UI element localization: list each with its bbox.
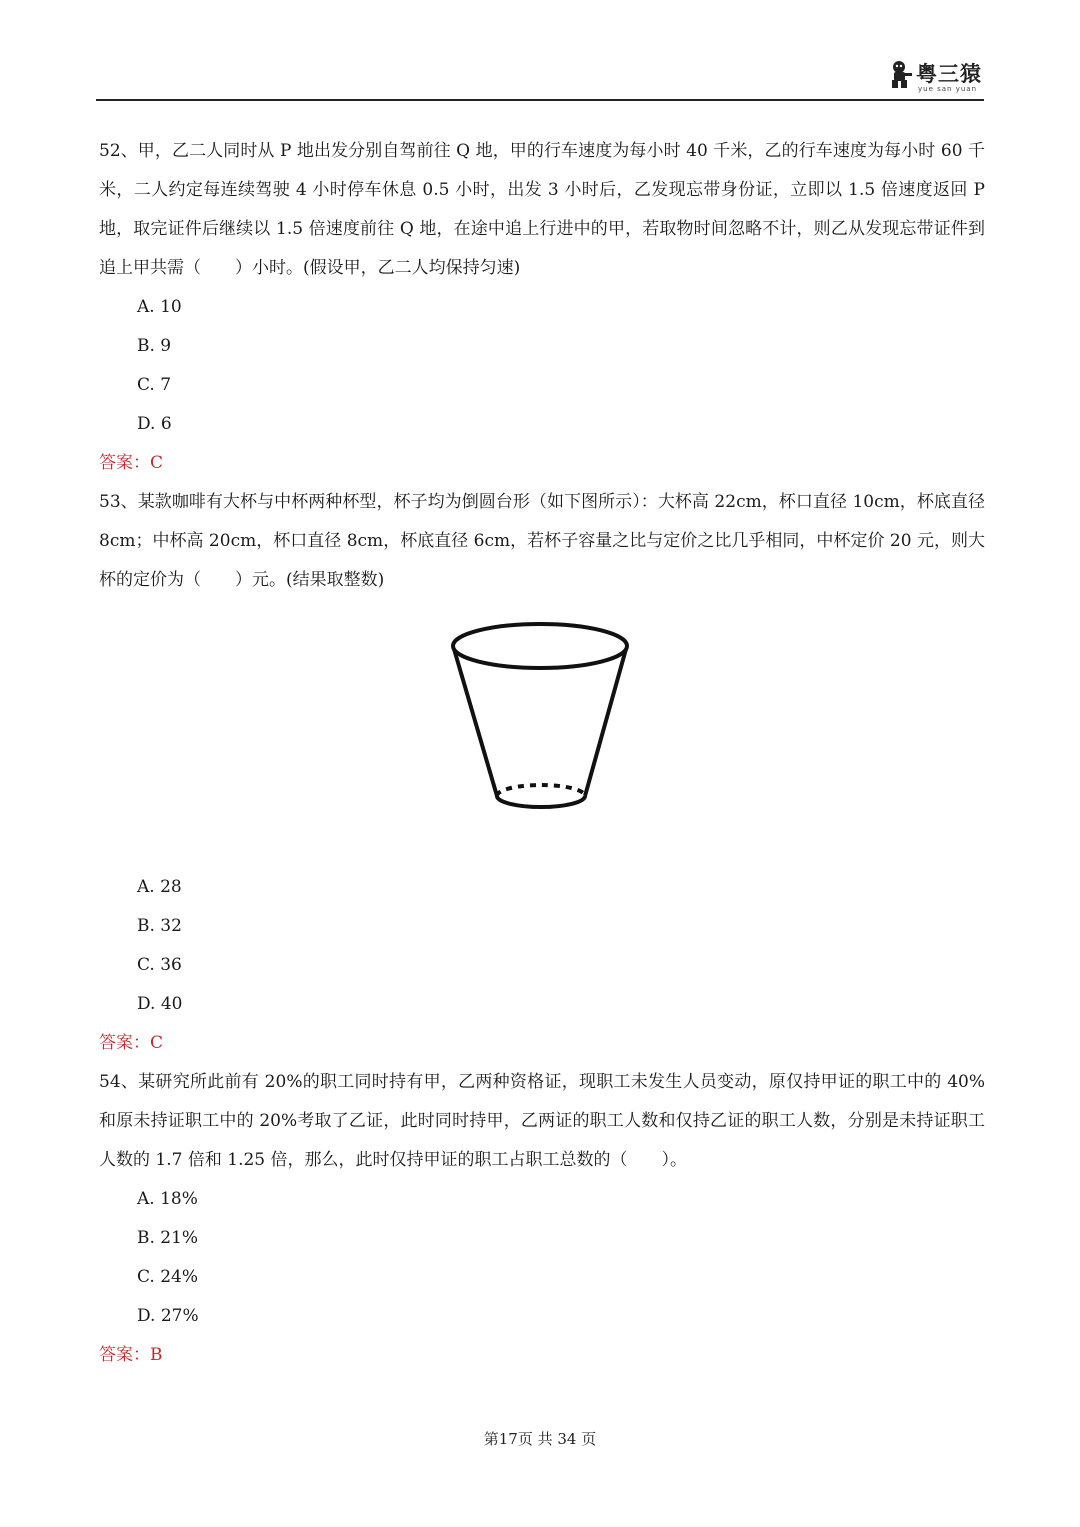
page-number: 第17页 共 34 页 bbox=[483, 1430, 597, 1448]
option-b: B. 9 bbox=[137, 336, 172, 356]
option-b: B. 21% bbox=[137, 1228, 199, 1248]
header-divider bbox=[96, 99, 984, 101]
option-d: D. 40 bbox=[137, 994, 183, 1014]
option-b: B. 32 bbox=[137, 916, 182, 936]
monkey-logo-icon bbox=[888, 60, 914, 90]
answer: 答案：C bbox=[99, 1033, 164, 1053]
option-a: A. 10 bbox=[137, 297, 182, 317]
option-a: A. 18% bbox=[137, 1189, 198, 1209]
page-header bbox=[96, 0, 984, 102]
question-list bbox=[99, 132, 985, 1375]
logo-subtitle: yue san yuan bbox=[918, 85, 978, 93]
answer: 答案：C bbox=[99, 453, 164, 473]
question-text: 53、某款咖啡有大杯与中杯两种杯型，杯子均为倒圆台形（如下图所示）：大杯高 22cm，杯口直径 10cm，杯底直径 8cm；中杯高 20cm，杯口直径 8cm，杯底直径 6cm，若杯子容量之比与定价之比几乎相同，中杯定价 20 元，则大杯的定价为（ ）元。(结果取整数) bbox=[99, 492, 985, 590]
option-d: D. 27% bbox=[137, 1306, 199, 1326]
option-c: C. 36 bbox=[137, 955, 182, 975]
logo-text: 粤三猿 bbox=[916, 62, 982, 86]
option-c: C. 24% bbox=[137, 1267, 198, 1287]
cup-figure bbox=[99, 606, 985, 868]
question-text: 52、甲，乙二人同时从 P 地出发分别自驾前往 Q 地，甲的行车速度为每小时 40 千米，乙的行车速度为每小时 60 千米，二人约定每连续驾驶 4 小时停车休息 0.5 小时，出发 3 小时后，乙发现忘带身份证，立即以 1.5 倍速度返回 P 地，取完证件后继续以 1.5 倍速度前往 Q 地，在途中追上行进中的甲，若取物时间忽略不计，则乙从发现忘带证件到追上甲共需（ ）小时。(假设甲，乙二人均保持匀速) bbox=[99, 141, 985, 278]
logo bbox=[888, 58, 982, 94]
option-c: C. 7 bbox=[137, 375, 172, 395]
question-53 bbox=[99, 483, 985, 1063]
question-text: 54、某研究所此前有 20%的职工同时持有甲，乙两种资格证，现职工未发生人员变动，原仅持甲证的职工中的 40%和原未持证职工中的 20%考取了乙证，此时同时持甲，乙两证的职工人数和仅持乙证的职工人数，分别是未持证职工人数的 1.7 倍和 1.25 倍，那么，此时仅持甲证的职工占职工总数的（ ）。 bbox=[99, 1072, 985, 1170]
question-54 bbox=[99, 1063, 985, 1375]
question-52 bbox=[99, 132, 985, 483]
answer: 答案：B bbox=[99, 1345, 163, 1365]
option-a: A. 28 bbox=[137, 877, 182, 897]
inverted-frustum-cup-illustration bbox=[449, 616, 639, 816]
option-d: D. 6 bbox=[137, 414, 172, 434]
